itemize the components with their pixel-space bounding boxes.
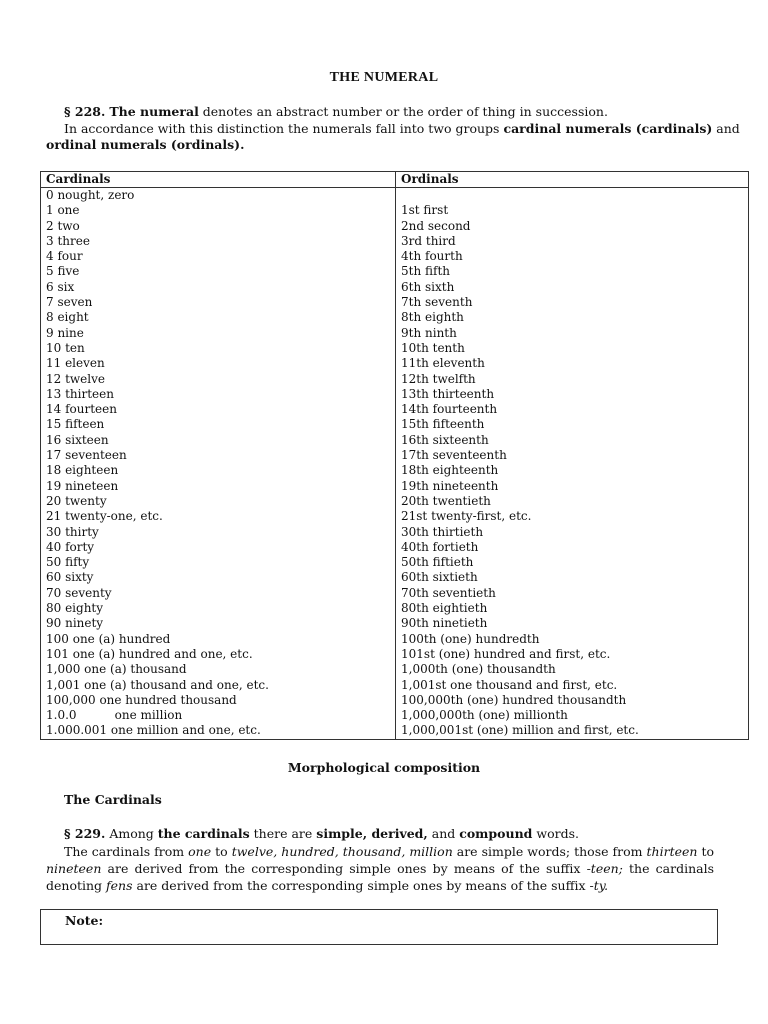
cardinal-cell: 2 two	[41, 219, 396, 234]
table-row	[41, 494, 749, 509]
ordinal-cell: 19th nineteenth	[396, 479, 749, 494]
table-row	[41, 463, 749, 478]
table-row	[41, 295, 749, 310]
suffix: -ty.	[589, 878, 609, 893]
table-body	[41, 188, 749, 740]
table-row	[41, 540, 749, 555]
section-228-text: denotes an abstract number or the order of thing in succession.	[198, 104, 608, 119]
ordinal-cell	[396, 188, 749, 204]
table-row	[41, 708, 749, 723]
cardinal-cell: 19 nineteen	[41, 479, 396, 494]
cardinal-cell: 3 three	[41, 234, 396, 249]
line-text: to	[697, 844, 714, 859]
example-word: twelve, hundred, thousand, million	[231, 844, 453, 859]
table-row	[41, 203, 749, 218]
line-text: the cardinals denoting	[46, 861, 714, 893]
ordinal-cell: 21st twenty-first, etc.	[396, 509, 749, 524]
cardinal-cell: 30 thirty	[41, 525, 396, 540]
cardinal-cell: 15 fifteen	[41, 417, 396, 432]
table-row	[41, 310, 749, 325]
note-label: Note:	[65, 913, 104, 928]
table-row	[41, 341, 749, 356]
suffix: -teen;	[586, 861, 623, 876]
cardinal-cell: 12 twelve	[41, 372, 396, 387]
section-229-line	[64, 826, 579, 841]
cardinal-cell: 60 sixty	[41, 570, 396, 585]
term: simple, derived,	[316, 826, 428, 841]
cardinal-cell: 8 eight	[41, 310, 396, 325]
table-row	[41, 280, 749, 295]
section-228-number: § 228.	[64, 104, 106, 119]
table-row	[41, 723, 749, 739]
line-text: are simple words; those from	[452, 844, 647, 859]
table-row	[41, 509, 749, 524]
ordinal-cell: 15th fifteenth	[396, 417, 749, 432]
example-word: fens	[106, 878, 133, 893]
ordinal-cell: 101st (one) hundred and first, etc.	[396, 647, 749, 662]
table-row	[41, 402, 749, 417]
ordinal-cell: 8th eighth	[396, 310, 749, 325]
cardinal-cell: 14 fourteen	[41, 402, 396, 417]
ordinal-cell: 17th seventeenth	[396, 448, 749, 463]
table-row	[41, 555, 749, 570]
cardinal-cell: 11 eleven	[41, 356, 396, 371]
cardinal-cell: 1.0.0 one million	[41, 708, 396, 723]
ordinal-cell: 16th sixteenth	[396, 433, 749, 448]
table-row	[41, 249, 749, 264]
table-row	[41, 326, 749, 341]
ordinal-cell: 7th seventh	[396, 295, 749, 310]
table-row	[41, 632, 749, 647]
cardinal-cell: 101 one (a) hundred and one, etc.	[41, 647, 396, 662]
cardinal-cell: 0 nought, zero	[41, 188, 396, 204]
cardinal-cell: 90 ninety	[41, 616, 396, 631]
ordinal-cell: 3rd third	[396, 234, 749, 249]
cardinal-cell: 20 twenty	[41, 494, 396, 509]
example-word: nineteen	[46, 861, 102, 876]
cardinal-cell: 9 nine	[41, 326, 396, 341]
numeral-term: The numeral	[109, 104, 199, 119]
table-row	[41, 601, 749, 616]
cardinal-cell: 100,000 one hundred thousand	[41, 693, 396, 708]
table-row	[41, 417, 749, 432]
header-ordinals: Ordinals	[396, 172, 749, 188]
table-row	[41, 356, 749, 371]
ordinals-term: ordinal numerals (ordinals)	[46, 137, 241, 152]
table-row	[41, 662, 749, 677]
cardinal-cell: 100 one (a) hundred	[41, 632, 396, 647]
table-row	[41, 479, 749, 494]
line-text: .	[240, 137, 245, 152]
cardinals-paragraph	[46, 843, 714, 894]
ordinal-cell: 6th sixth	[396, 280, 749, 295]
page-title: THE NUMERAL	[329, 70, 439, 85]
table-row	[41, 570, 749, 585]
ordinal-cell: 9th ninth	[396, 326, 749, 341]
line-text: words.	[532, 826, 579, 841]
line-text: Among	[105, 826, 158, 841]
ordinal-cell: 1st first	[396, 203, 749, 218]
cardinals-term: cardinal numerals (cardinals)	[503, 121, 713, 136]
table-row	[41, 448, 749, 463]
ordinal-cell: 1,000,000th (one) millionth	[396, 708, 749, 723]
table-row	[41, 188, 749, 204]
header-cardinals: Cardinals	[41, 172, 396, 188]
ordinal-cell: 11th eleventh	[396, 356, 749, 371]
ordinal-cell: 14th fourteenth	[396, 402, 749, 417]
ordinal-cell: 18th eighteenth	[396, 463, 749, 478]
line-text: to	[211, 844, 232, 859]
ordinal-cell: 10th tenth	[396, 341, 749, 356]
section-228-line-3	[46, 137, 244, 152]
cardinal-cell: 10 ten	[41, 341, 396, 356]
ordinal-cell: 90th ninetieth	[396, 616, 749, 631]
line-text: The cardinals from	[64, 844, 189, 859]
section-228-line-2	[64, 121, 740, 136]
table-row	[41, 264, 749, 279]
cardinal-cell: 1,000 one (a) thousand	[41, 662, 396, 677]
line-text: and	[427, 826, 460, 841]
cardinal-cell: 13 thirteen	[41, 387, 396, 402]
table-header-row	[41, 172, 749, 188]
ordinal-cell: 13th thirteenth	[396, 387, 749, 402]
ordinal-cell: 4th fourth	[396, 249, 749, 264]
cardinal-cell: 40 forty	[41, 540, 396, 555]
ordinal-cell: 2nd second	[396, 219, 749, 234]
table-row	[41, 678, 749, 693]
cardinal-cell: 80 eighty	[41, 601, 396, 616]
cardinal-cell: 50 fifty	[41, 555, 396, 570]
table-row	[41, 647, 749, 662]
ordinal-cell: 1,001st one thousand and first, etc.	[396, 678, 749, 693]
ordinal-cell: 1,000th (one) thousandth	[396, 662, 749, 677]
example-word: one	[188, 844, 212, 859]
ordinal-cell: 1,000,001st (one) million and first, etc.	[396, 723, 749, 739]
ordinal-cell: 12th twelfth	[396, 372, 749, 387]
cardinal-cell: 16 sixteen	[41, 433, 396, 448]
cardinal-cell: 6 six	[41, 280, 396, 295]
table-row	[41, 387, 749, 402]
numerals-table	[40, 171, 749, 740]
cardinal-cell: 7 seven	[41, 295, 396, 310]
note-box	[40, 909, 718, 945]
cardinal-cell: 17 seventeen	[41, 448, 396, 463]
ordinal-cell: 80th eightieth	[396, 601, 749, 616]
table-row	[41, 586, 749, 601]
morphological-heading: Morphological composition	[287, 760, 481, 775]
line-text: there are	[249, 826, 317, 841]
section-228-line-1	[64, 104, 608, 119]
ordinal-cell: 100,000th (one) hundred thousandth	[396, 693, 749, 708]
table-row	[41, 372, 749, 387]
example-word: thirteen	[646, 844, 698, 859]
cardinal-cell: 70 seventy	[41, 586, 396, 601]
table-row	[41, 525, 749, 540]
cardinal-cell: 1,001 one (a) thousand and one, etc.	[41, 678, 396, 693]
section-229-number: § 229.	[64, 826, 106, 841]
cardinal-cell: 4 four	[41, 249, 396, 264]
line-text: are derived from the corresponding simple ones by means of the suffix	[101, 861, 587, 876]
term: compound	[459, 826, 533, 841]
line-text: In accordance with this distinction the numerals fall into two groups	[64, 121, 504, 136]
ordinal-cell: 40th fortieth	[396, 540, 749, 555]
ordinal-cell: 50th fiftieth	[396, 555, 749, 570]
cardinal-cell: 1 one	[41, 203, 396, 218]
table-row	[41, 433, 749, 448]
cardinal-cell: 18 eighteen	[41, 463, 396, 478]
cardinals-heading: The Cardinals	[64, 792, 162, 807]
term: the cardinals	[157, 826, 250, 841]
table-row	[41, 693, 749, 708]
cardinal-cell: 1.000.001 one million and one, etc.	[41, 723, 396, 739]
cardinal-cell: 21 twenty-one, etc.	[41, 509, 396, 524]
table-row	[41, 234, 749, 249]
line-text: are derived from the corresponding simple ones by means of the suffix	[132, 878, 590, 893]
ordinal-cell: 5th fifth	[396, 264, 749, 279]
table-row	[41, 616, 749, 631]
ordinal-cell: 30th thirtieth	[396, 525, 749, 540]
ordinal-cell: 60th sixtieth	[396, 570, 749, 585]
table-row	[41, 219, 749, 234]
line-text: and	[712, 121, 740, 136]
cardinal-cell: 5 five	[41, 264, 396, 279]
ordinal-cell: 70th seventieth	[396, 586, 749, 601]
ordinal-cell: 100th (one) hundredth	[396, 632, 749, 647]
ordinal-cell: 20th twentieth	[396, 494, 749, 509]
